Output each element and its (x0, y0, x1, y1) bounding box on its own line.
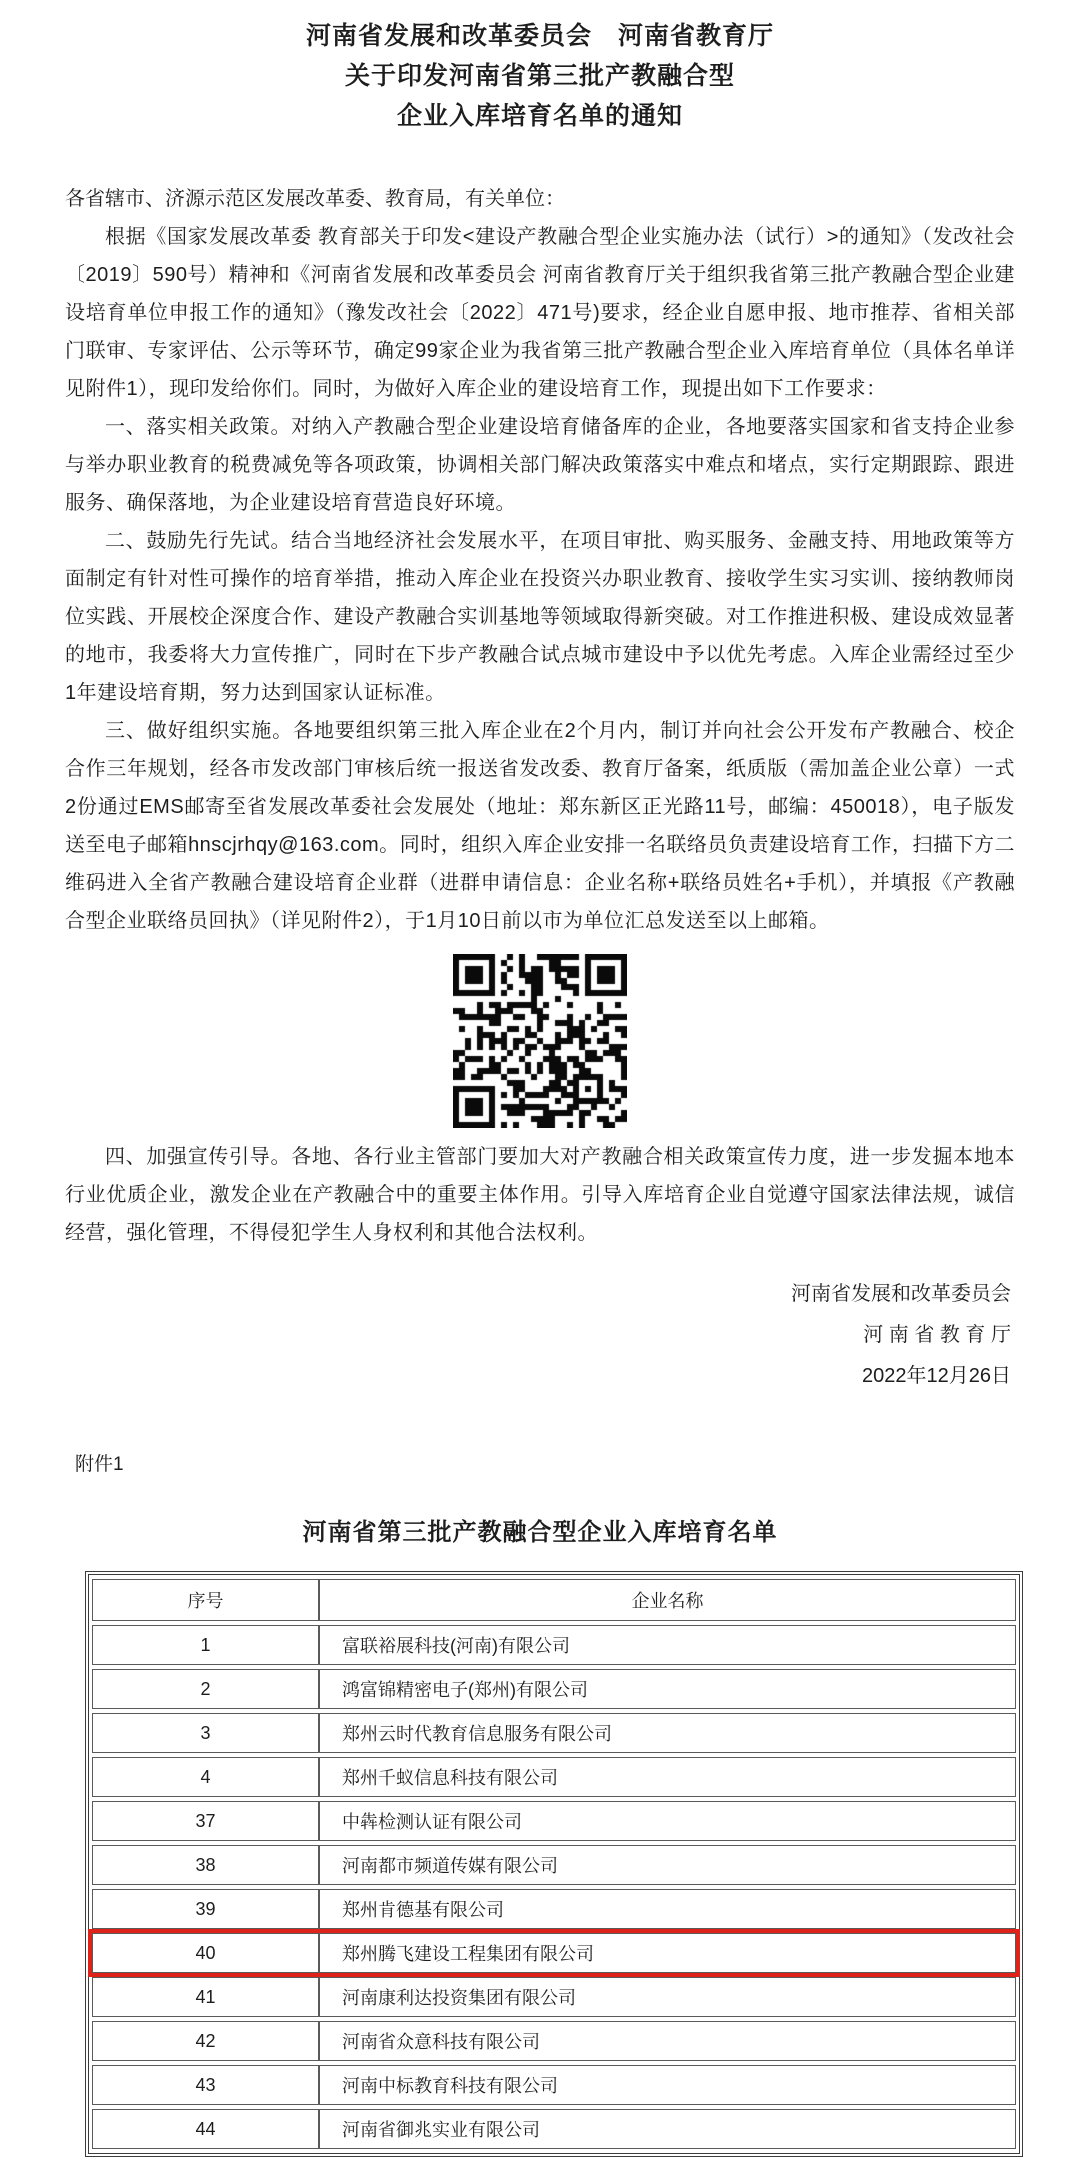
cell-serial-number: 42 (93, 2022, 320, 2060)
cell-serial-number: 43 (93, 2066, 320, 2104)
cell-serial-number: 41 (93, 1978, 320, 2016)
paragraph: 四、加强宣传引导。各地、各行业主管部门要加大对产教融合相关政策宣传力度，进一步发掘本地本行业优质企业，激发企业在产教融合中的重要主体作用。引导入库培育企业自觉遵守国家法律法规，诚信经营，强化管理，不得侵犯学生人身权利和其他合法权利。 (65, 1146, 1015, 1244)
cell-serial-number: 3 (93, 1714, 320, 1752)
table-row (92, 1889, 1016, 1929)
cell-serial-number: 40 (93, 1934, 320, 1972)
cell-company-name: 河南中标教育科技有限公司 (342, 2076, 558, 2096)
table-row (92, 1977, 1016, 2017)
cell-company-name: 鸿富锦精密电子(郑州)有限公司 (342, 1680, 588, 1700)
table-row (92, 1625, 1016, 1665)
paragraph: 根据《国家发展改革委 教育部关于印发<建设产教融合型企业实施办法（试行）>的通知》（发改社会〔2019〕590号）精神和《河南省发展和改革委员会 河南省教育厅关于组织我省第三批产教融合型企业建设培育单位申报工作的通知》（豫发改社会〔2022〕471号)要求，经企业自愿申报、地市推荐、省相关部门联审、专家评估、公示等环节，确定99家企业为我省第三批产教融合型企业入库培育单位（具体名单详见附件1），现印发给你们。同时，为做好入库企业的建设培育工作，现提出如下工作要求： (65, 226, 1015, 400)
header-serial-number: 序号 (93, 1580, 320, 1620)
body-paragraphs-bottom (65, 1138, 1015, 1252)
list-title: 河南省第三批产教融合型企业入库培育名单 (302, 1519, 778, 1546)
attachment-label: 附件1 (75, 1454, 124, 1475)
cell-company-name: 郑州云时代教育信息服务有限公司 (342, 1724, 612, 1744)
cell-serial-number: 2 (93, 1670, 320, 1708)
cell-company-name: 河南都市频道传媒有限公司 (342, 1856, 558, 1876)
signature-block (65, 1274, 1015, 1397)
table-row (92, 2109, 1016, 2149)
table-row (92, 1757, 1016, 1797)
cell-company-name: 河南康利达投资集团有限公司 (342, 1988, 576, 2008)
table-row (92, 1801, 1016, 1841)
table-row (92, 2065, 1016, 2105)
cell-company-name: 河南省众意科技有限公司 (342, 2032, 540, 2052)
salutation: 各省辖市、济源示范区发展改革委、教育局，有关单位： (65, 188, 565, 210)
cell-company-name: 中犇检测认证有限公司 (342, 1812, 522, 1832)
cell-company-name: 郑州腾飞建设工程集团有限公司 (342, 1944, 594, 1964)
body-paragraphs-top (65, 218, 1015, 940)
cell-serial-number: 39 (93, 1890, 320, 1928)
signature-line: 2022年12月26日 (862, 1365, 1011, 1387)
table-row (92, 1669, 1016, 1709)
qr-code-image (65, 954, 1015, 1128)
paragraph: 三、做好组织实施。各地要组织第三批入库企业在2个月内，制订并向社会公开发布产教融合、校企合作三年规划，经各市发改部门审核后统一报送省发改委、教育厅备案，纸质版（需加盖企业公章）一式2份通过EMS邮寄至省发展改革委社会发展处（地址：郑东新区正光路11号，邮编：450018），电子版发送至电子邮箱hnscjrhqy@163.com。同时，组织入库企业安排一名联络员负责建设培育工作，扫描下方二维码进入全省产教融合建设培育企业群（进群申请信息：企业名称+联络员姓名+手机），并填报《产教融合型企业联络员回执》（详见附件2），于1月10日前以市为单位汇总发送至以上邮箱。 (65, 720, 1015, 932)
cell-company-name: 郑州千蚁信息科技有限公司 (342, 1768, 558, 1788)
document-title (65, 16, 1015, 136)
table-row (92, 1845, 1016, 1885)
table-row (92, 1713, 1016, 1753)
company-table-body (89, 1625, 1019, 2149)
cell-serial-number: 4 (93, 1758, 320, 1796)
cell-serial-number: 38 (93, 1846, 320, 1884)
cell-company-name: 郑州肯德基有限公司 (342, 1900, 504, 1920)
title-line: 企业入库培育名单的通知 (396, 102, 683, 130)
company-table (85, 1571, 1023, 2157)
paragraph: 一、落实相关政策。对纳入产教融合型企业建设培育储备库的企业，各地要落实国家和省支持企业参与举办职业教育的税费减免等各项政策，协调相关部门解决政策落实中难点和堵点，实行定期跟踪、跟进服务、确保落地，为企业建设培育营造良好环境。 (65, 416, 1015, 514)
signature-line: 河南省发展和改革委员会 (791, 1283, 1011, 1305)
header-company-name: 企业名称 (631, 1591, 704, 1611)
table-header-row (92, 1579, 1016, 1621)
title-line: 河南省发展和改革委员会 河南省教育厅 (305, 22, 774, 50)
cell-serial-number: 1 (93, 1626, 320, 1664)
cell-company-name: 富联裕展科技(河南)有限公司 (342, 1636, 570, 1656)
signature-line: 河 南 省 教 育 厅 (863, 1324, 1011, 1346)
title-line: 关于印发河南省第三批产教融合型 (344, 62, 735, 90)
table-row (92, 2021, 1016, 2061)
cell-serial-number: 37 (93, 1802, 320, 1840)
cell-serial-number: 44 (93, 2110, 320, 2148)
paragraph: 二、鼓励先行先试。结合当地经济社会发展水平，在项目审批、购买服务、金融支持、用地政策等方面制定有针对性可操作的培育举措，推动入库企业在投资兴办职业教育、接收学生实习实训、接纳教师岗位实践、开展校企深度合作、建设产教融合实训基地等领域取得新突破。对工作推进积极、建设成效显著的地市，我委将大力宣传推广，同时在下步产教融合试点城市建设中予以优先考虑。入库企业需经过至少1年建设培育期，努力达到国家认证标准。 (65, 530, 1015, 704)
table-row-highlighted (92, 1933, 1016, 1973)
cell-company-name: 河南省御兆实业有限公司 (342, 2120, 540, 2140)
